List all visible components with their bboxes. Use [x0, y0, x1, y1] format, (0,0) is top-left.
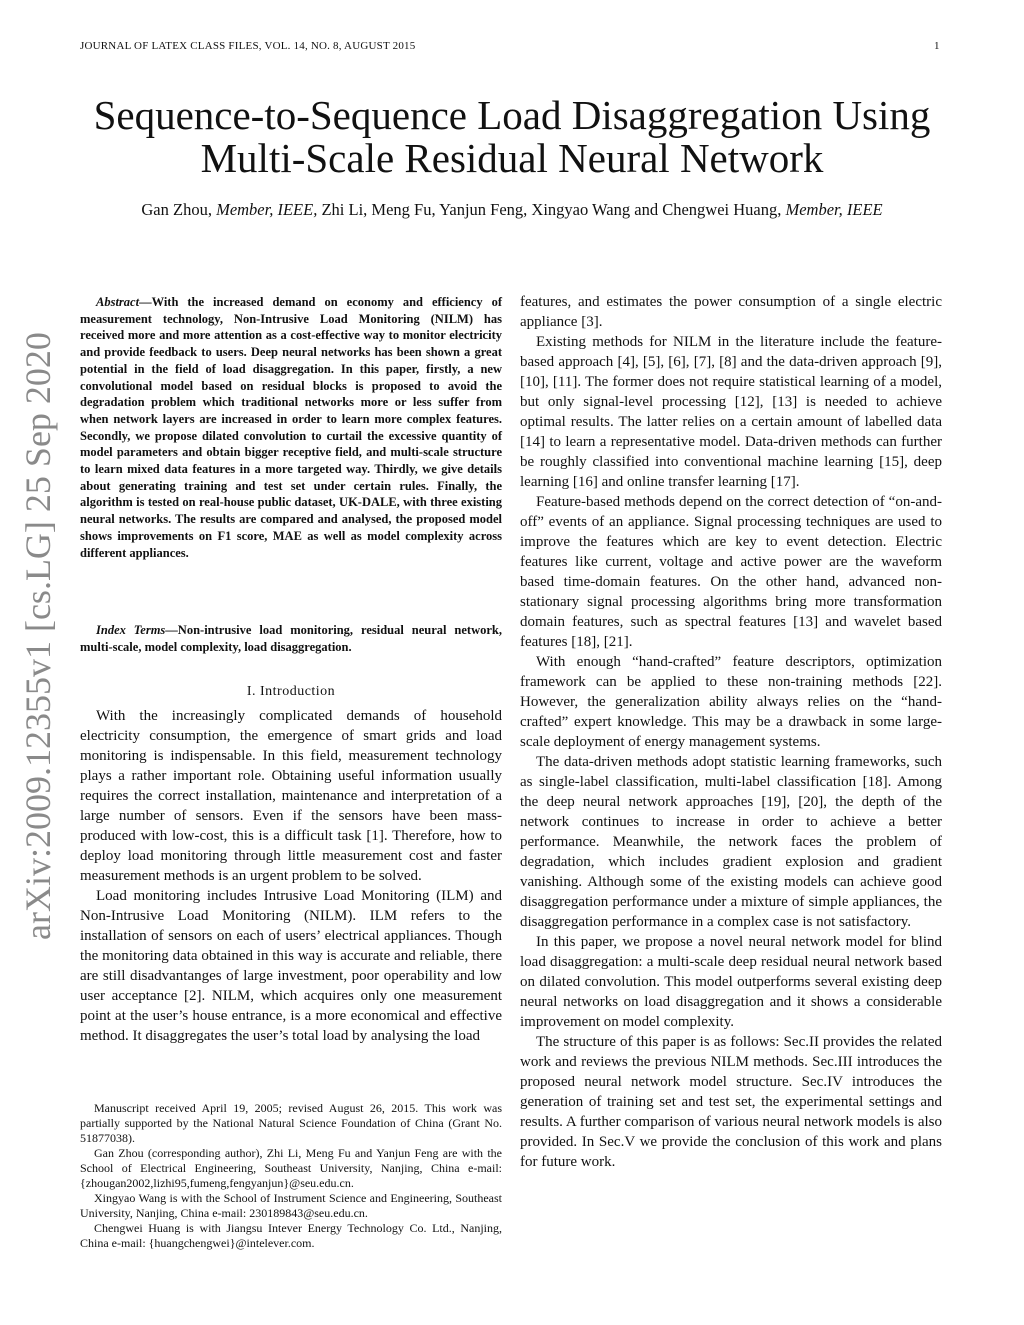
paragraph: Feature-based methods depend on the correct detection of “on-and-off” events of an appliance. Signal processing techniques are used to improve the features which are key to event detection. Electric features like current, voltage and active power are the waveform based time-domain features. On the other hand, advanced non-stationary signal processing algorithms bring more transformation domain features, such as spectral features [13] and wavelet based features [18], [21]. — [520, 494, 942, 650]
author-last-membership: Member, IEEE — [785, 200, 883, 219]
author-list — [40, 200, 984, 220]
paper-title — [40, 94, 984, 180]
paragraph: The structure of this paper is as follows: Sec.II provides the related work and reviews the previous NILM methods. Sec.III introduces the proposed neural network model structure. Sec.IV introduces the generation of training set and test set, the experimental settings and results. A further comparison of various neural network models is also provided. In Sec.V we provide the conclusion of this work and plans for future work. — [520, 1034, 942, 1170]
abstract-text: —With the increased demand on economy and efficiency of measurement technology, Non-Intrusive Load Monitoring (NILM) has received more and more attention as a cost-effective way to monitor electricity and provide feedback to users. Deep neural networks has been shown a great potential in the field of load disaggregation. In this paper, firstly, a new convolutional model based on residual blocks is proposed to avoid the degradation problem which traditional networks more or less suffer from when network layers are increased in order to learn more complex features. Secondly, we propose dilated convolution to curtail the excessive quantity of model parameters and obtain bigger receptive field, and multi-scale structure to learn mixed data features in a more targeted way. Thirdly, we give details about generating training and test set under certain rules. Finally, the algorithm is tested on real-house public dataset, UK-DALE, with three existing neural networks. The results are compared and analysed, the proposed model shows improvements on F1 score, MAE as well as model complexity across different appliances. — [80, 295, 502, 560]
index-terms-text: —Non-intrusive load monitoring, residual neural network, multi-scale, model complexity, load disaggregation. — [80, 623, 502, 654]
author-first: Gan Zhou, — [141, 200, 212, 219]
paragraph: The data-driven methods adopt statistic learning frameworks, such as single-label classification, multi-label classification [18]. Among the deep neural network approaches [19], [20], the depth of the network continues to increase in order to achieve a better performance. Meanwhile, the network faces the problem of degradation, which includes gradient explosion and gradient vanishing. Although some of the existing models can achieve good disaggregation performance under a mixture of simple appliances, the disaggregation performance in a complex case is not satisfactory. — [520, 754, 942, 930]
abstract — [80, 294, 502, 561]
journal-header: JOURNAL OF LATEX CLASS FILES, VOL. 14, NO. 8, AUGUST 2015 — [80, 40, 416, 52]
index-terms — [80, 622, 502, 655]
index-terms-label: Index Terms — [96, 623, 166, 637]
footnote-affiliation-1: Gan Zhou (corresponding author), Zhi Li, Meng Fu and Yanjun Feng are with the School of Electrical Engineering, Southeast University, Nanjing, China e-mail: {zhougan2002,lizhi95,fumeng,fengyanjun}@seu.edu.cn. — [80, 1146, 502, 1190]
paragraph: Existing methods for NILM in the literature include the feature-based approach [4], [5], [6], [7], [8] and the data-driven approach [9], [10], [11]. The former does not require statistical learning of a model, but only signal-level processing [12], [13] is needed to achieve optimal results. The latter relies on a certain amount of labelled data [14] to learn a representative model. Data-driven methods can further be roughly classified into conventional machine learning [15], deep learning [16] and online transfer learning [17]. — [520, 334, 942, 490]
author-rest: Zhi Li, Meng Fu, Yanjun Feng, Xingyao Wang and Chengwei Huang, — [321, 200, 782, 219]
paragraph: With the increasingly complicated demands of household electricity consumption, the emergence of smart grids and load monitoring is indispensable. In this field, measurement technology plays a rather important role. Obtaining useful information usually requires the correct installation, maintenance and interpretation of a large number of sensors. Even if the sensors have been mass-produced with low-cost, this is a difficult task [1]. Therefore, how to deploy load monitoring through little measurement cost and faster measurement methods is an urgent problem to be solved. — [80, 708, 502, 884]
section-heading-introduction: I. Introduction — [246, 684, 336, 699]
author-first-membership: Member, IEEE, — [216, 200, 318, 219]
page-number: 1 — [934, 40, 940, 52]
arxiv-side-label[interactable]: arXiv:2009.12355v1 [cs.LG] 25 Sep 2020 — [18, 332, 58, 940]
paragraph: In this paper, we propose a novel neural network model for blind load disaggregation: a multi-scale deep residual neural network based on dilated convolution. This model outperforms several existing deep neural networks on load disaggregation and it shows a considerable improvement on model complexity. — [520, 934, 942, 1030]
footnote-manuscript: Manuscript received April 19, 2005; revised August 26, 2015. This work was partially supported by the National Natural Science Foundation of China (Grant No. 51877038). — [80, 1101, 502, 1145]
title-line-2: Multi-Scale Residual Neural Network — [200, 135, 824, 181]
paragraph: features, and estimates the power consumption of a single electric appliance [3]. — [520, 294, 942, 330]
right-column — [520, 292, 942, 1172]
introduction-left-column — [80, 706, 502, 1046]
footnote-affiliation-2: Xingyao Wang is with the School of Instrument Science and Engineering, Southeast University, Nanjing, China e-mail: 230189843@seu.edu.cn. — [80, 1191, 502, 1220]
footnotes — [80, 1101, 502, 1251]
paragraph: With enough “hand-crafted” feature descriptors, optimization framework can be applied to these non-training methods [22]. However, the generalization ability always relies on the “hand-crafted” expert knowledge. This may be a drawback in some large-scale deployment of energy management systems. — [520, 654, 942, 750]
footnote-affiliation-3: Chengwei Huang is with Jiangsu Intever Energy Technology Co. Ltd., Nanjing, China e-mail: {huangchengwei}@intelever.com. — [80, 1221, 502, 1250]
paragraph: Load monitoring includes Intrusive Load Monitoring (ILM) and Non-Intrusive Load Monitoring (NILM). ILM refers to the installation of sensors on each of users’ electrical appliances. Though the monitoring data obtained in this way is accurate and reliable, there are still disadvantanges of large investment, poor operability and low user acceptance [2]. NILM, which acquires only one measurement point at the user’s house entrance, is a more economical and effective method. It disaggregates the user’s total load by analysing the load — [80, 888, 502, 1044]
title-line-1: Sequence-to-Sequence Load Disaggregation Using — [93, 92, 931, 138]
abstract-label: Abstract — [96, 295, 140, 309]
